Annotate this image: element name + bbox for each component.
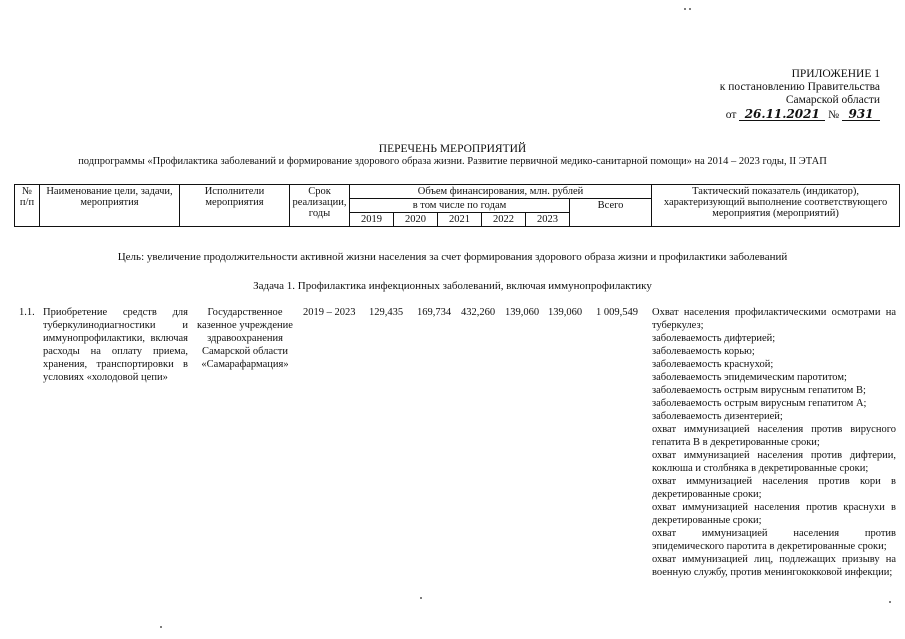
document-heading: ПЕРЕЧЕНЬ МЕРОПРИЯТИЙ (378, 143, 527, 155)
header-col-period: Срок реализации, годы (290, 185, 350, 227)
indicator-item: заболеваемость дифтерией; (652, 333, 776, 344)
scan-speck (689, 8, 691, 10)
header-year-2023: 2023 (526, 213, 570, 227)
row-value-2019: 129,435 (369, 307, 404, 318)
row-value-2022: 139,060 (505, 307, 540, 318)
scan-speck (420, 597, 422, 599)
indicator-item: охват иммунизацией населения против дифтерии, коклюша и столбняка в декретированные сроки; (652, 450, 896, 474)
indicator-item: охват иммунизацией населения против вирусного гепатита B в декретированные сроки; (652, 424, 896, 448)
indicator-item: заболеваемость дизентерией; (652, 411, 783, 422)
header-year-2019: 2019 (350, 213, 394, 227)
row-executor: Государственное казенное учреждение здравоохранения Самарской области «Самарафармация» (197, 307, 293, 370)
indicator-item: заболеваемость краснухой; (652, 359, 774, 370)
indicator-item: заболеваемость острым вирусным гепатитом B; (652, 385, 866, 396)
header-year-2020: 2020 (394, 213, 438, 227)
header-col-name: Наименование цели, задачи, мероприятия (40, 185, 180, 227)
row-total: 1 009,549 (596, 307, 638, 318)
header-year-2022: 2022 (482, 213, 526, 227)
appendix-block (700, 68, 880, 122)
row-value-2021: 432,260 (461, 307, 496, 318)
row-value-2023: 139,060 (548, 307, 583, 318)
handwritten-number: 931 (842, 109, 880, 121)
table-header (14, 184, 900, 227)
indicator-item: охват иммунизацией лиц, подлежащих призыву на военную службу, против менингококковой инфекции; (652, 554, 896, 578)
header-col-by-year: в том числе по годам (350, 199, 570, 213)
appendix-title: ПРИЛОЖЕНИЕ 1 (791, 68, 880, 80)
indicator-item: охват иммунизацией населения против краснухи в декретированные сроки; (652, 502, 896, 526)
appendix-line-3: Самарской области (785, 94, 880, 106)
indicator-item: Охват населения профилактическими осмотрами на туберкулез; (652, 307, 896, 331)
indicator-item: охват иммунизацией населения против кори в декретированные сроки; (652, 476, 896, 500)
row-name: Приобретение средств для туберкулинодиагностики и иммунопрофилактики, включая расходы на оплату приема, хранения, транспортировки в условиях «холодовой цепи» (43, 307, 188, 383)
row-period: 2019 – 2023 (303, 307, 356, 318)
appendix-line-2: к постановлению Правительства (719, 81, 880, 93)
scan-speck (160, 626, 162, 628)
indicator-item: заболеваемость эпидемическим паротитом; (652, 372, 847, 383)
scan-speck (684, 8, 686, 10)
header-col-executors: Исполнители мероприятия (180, 185, 290, 227)
indicator-item: заболеваемость корью; (652, 346, 755, 357)
appendix-date-line (700, 109, 880, 122)
scan-speck (889, 601, 891, 603)
goal-text: Цель: увеличение продолжительности активной жизни населения за счет формирования здорового образа жизни и профилактики заболеваний (117, 251, 788, 263)
header-col-total: Всего (570, 199, 652, 227)
indicator-list (652, 306, 896, 579)
task-text: Задача 1. Профилактика инфекционных заболеваний, включая иммунопрофилактику (253, 280, 652, 292)
header-year-2021: 2021 (438, 213, 482, 227)
document-subheading: подпрограммы «Профилактика заболеваний и формирование здорового образа жизни. Развитие первичной медико-санитарной помощи» на 2014 – 2023 годы, II ЭТАП (78, 156, 827, 167)
header-col-funding: Объем финансирования, млн. рублей (350, 185, 652, 199)
indicator-item: заболеваемость острым вирусным гепатитом A; (652, 398, 867, 409)
row-value-2020: 169,734 (417, 307, 452, 318)
date-prefix: от (725, 109, 737, 121)
handwritten-date: 26.11.2021 (739, 109, 825, 121)
row-number: 1.1. (19, 307, 35, 318)
header-col-indicator: Тактический показатель (индикатор), характеризующий выполнение соответствующего мероприятия (мероприятий) (652, 185, 900, 227)
number-prefix: № (828, 109, 840, 121)
header-col-number: № п/п (15, 185, 40, 227)
indicator-item: охват иммунизацией населения против эпидемического паротита в декретированные сроки; (652, 528, 896, 552)
